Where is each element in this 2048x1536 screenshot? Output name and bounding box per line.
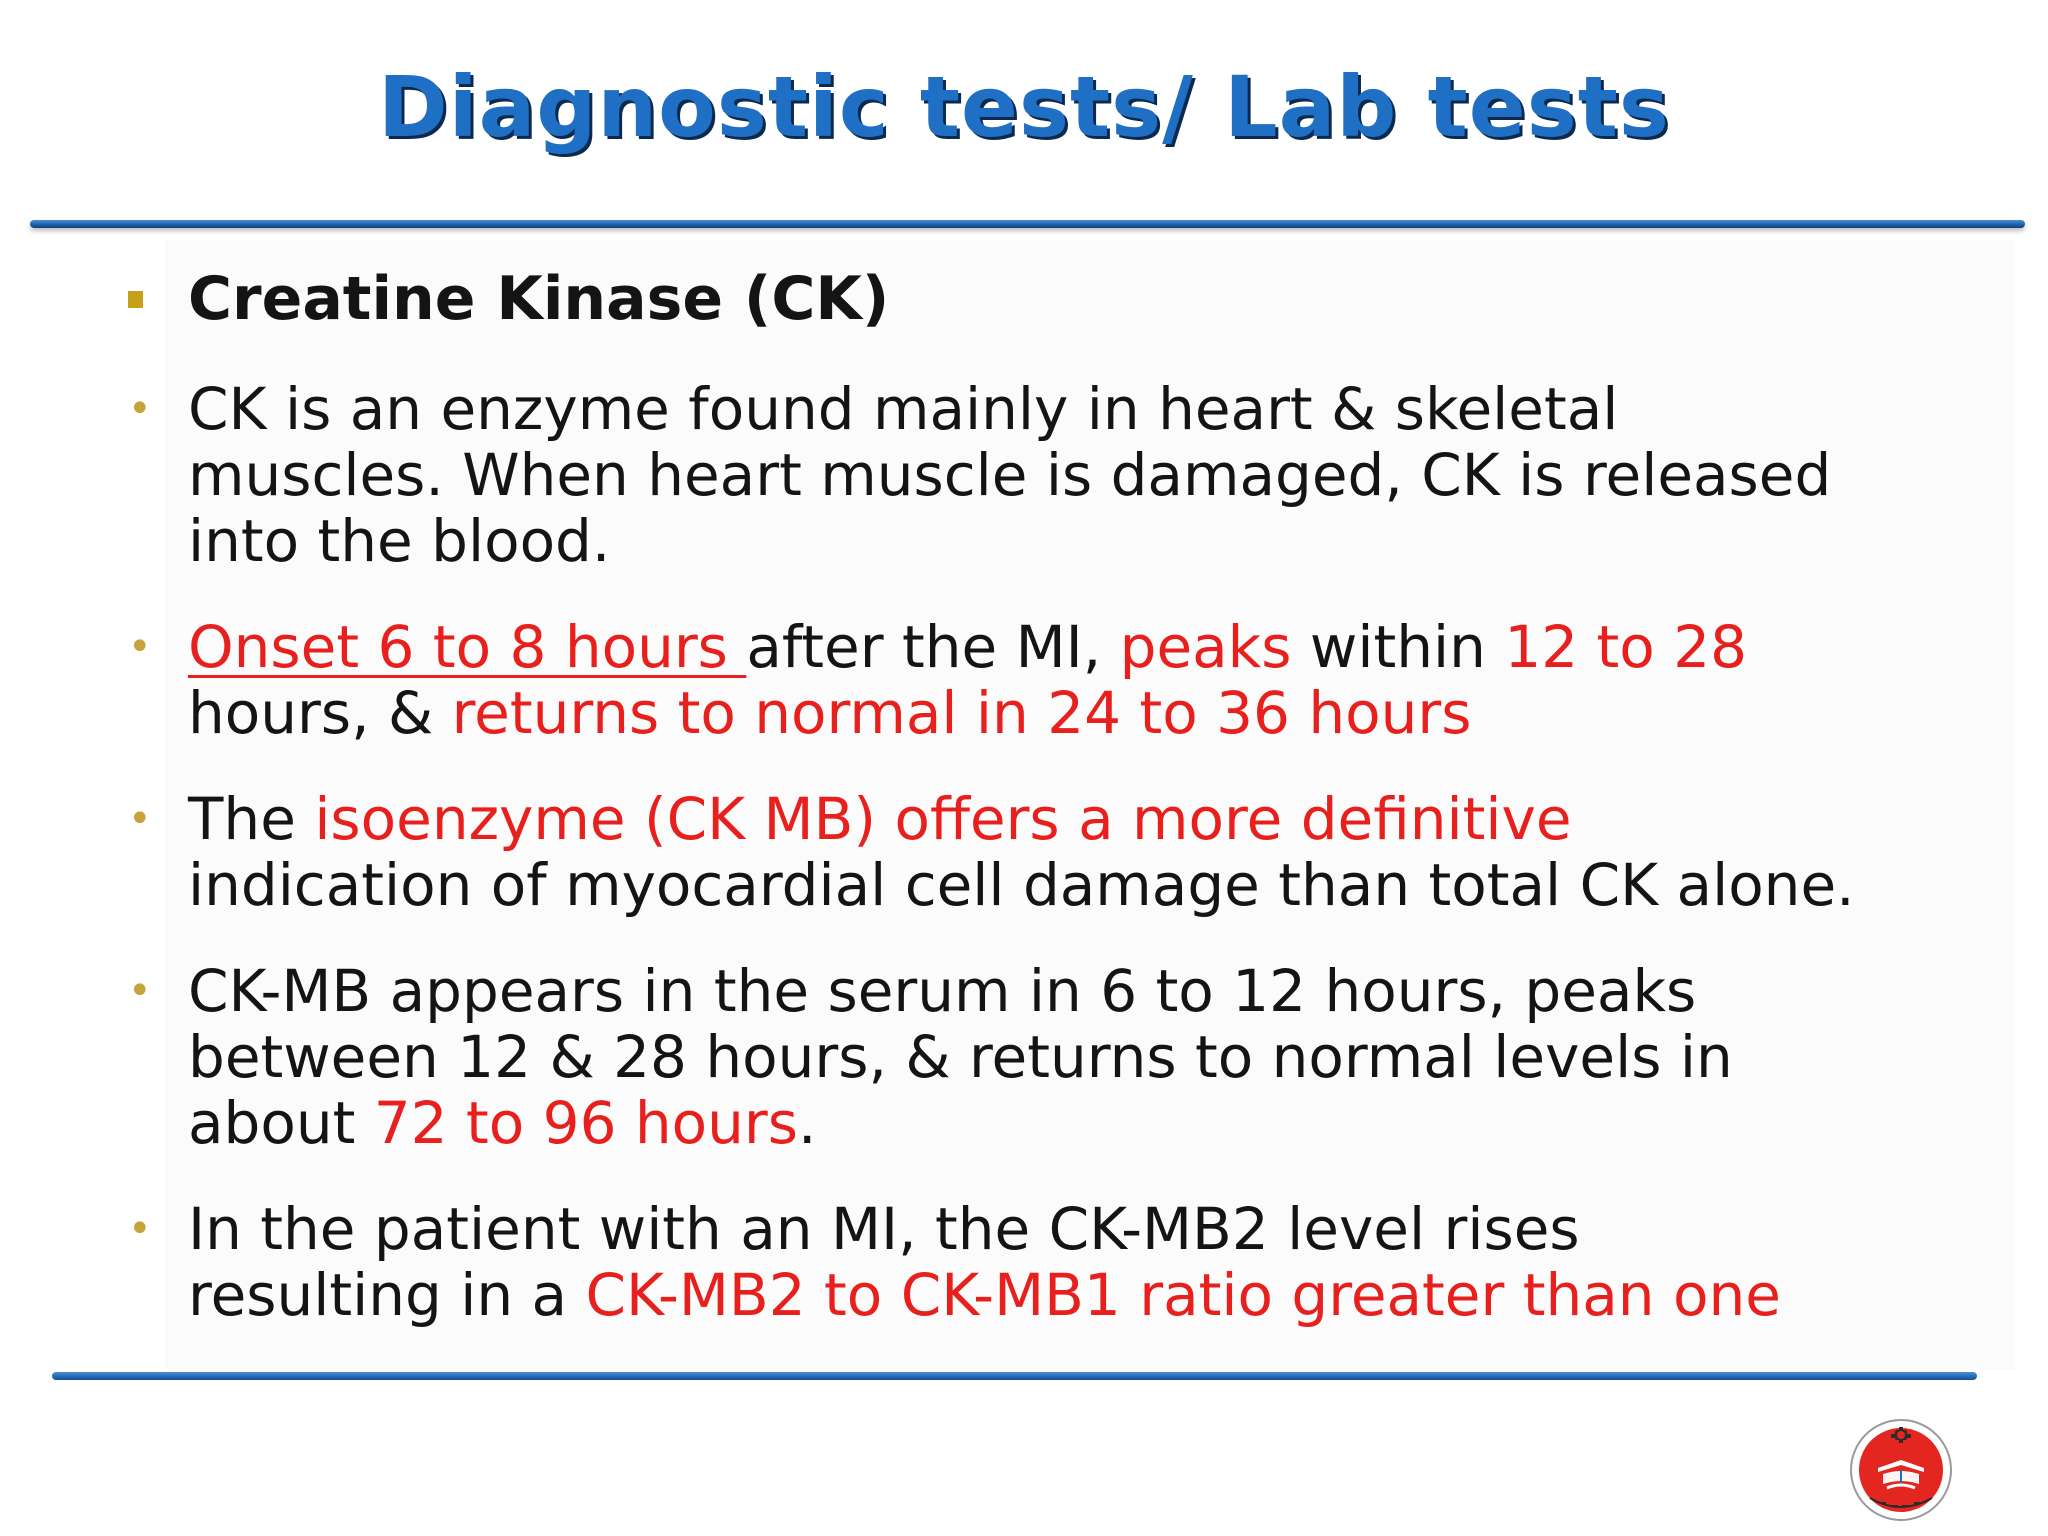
onset-text: Onset 6 to 8 hours: [188, 613, 747, 681]
title-divider: [30, 220, 2025, 228]
returns-text: returns to normal in 24 to 36 hours: [451, 679, 1472, 747]
peak-range-text: 12 to 28: [1504, 613, 1748, 681]
bullet-line: [188, 680, 1988, 746]
ratio-text: CK-MB2 to CK-MB1 ratio greater than one: [585, 1261, 1781, 1329]
university-seal-icon: [1840, 1418, 1962, 1523]
bullet-ck-timing: [188, 614, 1988, 746]
bullet-ck-mb-isoenzyme: [188, 786, 1988, 918]
bullet-line: [188, 614, 1988, 680]
bullet-line: [188, 1262, 1988, 1328]
bullet-ck-mb-timing: [188, 958, 1988, 1156]
bullet-line: muscles. When heart muscle is damaged, CK is released: [188, 441, 1832, 509]
bullet-ck-mb2-ratio: [188, 1196, 1988, 1328]
isoenzyme-text: isoenzyme (CK MB) offers a more definitive: [314, 785, 1572, 853]
bullet-line: [188, 786, 1988, 852]
after-text: after the MI,: [746, 613, 1120, 681]
normal-range-text: 72 to 96 hours: [373, 1089, 798, 1157]
bullet-ck-definition: [188, 376, 1988, 574]
section-heading: Creatine Kinase (CK): [188, 264, 890, 334]
period-text: .: [798, 1089, 817, 1157]
bullet-line: [188, 1090, 1988, 1156]
resulting-text: resulting in a: [188, 1261, 586, 1329]
about-text: about: [188, 1089, 374, 1157]
bullet-line: indication of myocardial cell damage than total CK alone.: [188, 851, 1855, 919]
bullet-dot-icon: •: [128, 386, 152, 432]
bullet-line: CK is an enzyme found mainly in heart & skeletal: [188, 375, 1619, 443]
bullet-line: into the blood.: [188, 507, 611, 575]
bullet-line: between 12 & 28 hours, & returns to normal levels in: [188, 1023, 1733, 1091]
hours-text: hours, &: [188, 679, 452, 747]
square-bullet-icon: [128, 291, 143, 308]
bullet-dot-icon: •: [128, 968, 152, 1014]
peaks-text: peaks: [1119, 613, 1292, 681]
slide-title: Diagnostic tests/ Lab tests: [378, 58, 1670, 156]
bullet-line: CK-MB appears in the serum in 6 to 12 hours, peaks: [188, 957, 1697, 1025]
within-text: within: [1291, 613, 1505, 681]
bullet-line: In the patient with an MI, the CK-MB2 level rises: [188, 1195, 1580, 1263]
the-text: The: [188, 785, 315, 853]
footer-divider: [52, 1372, 1977, 1380]
bullet-dot-icon: •: [128, 624, 152, 670]
bullet-dot-icon: •: [128, 1206, 152, 1252]
bullet-dot-icon: •: [128, 796, 152, 842]
